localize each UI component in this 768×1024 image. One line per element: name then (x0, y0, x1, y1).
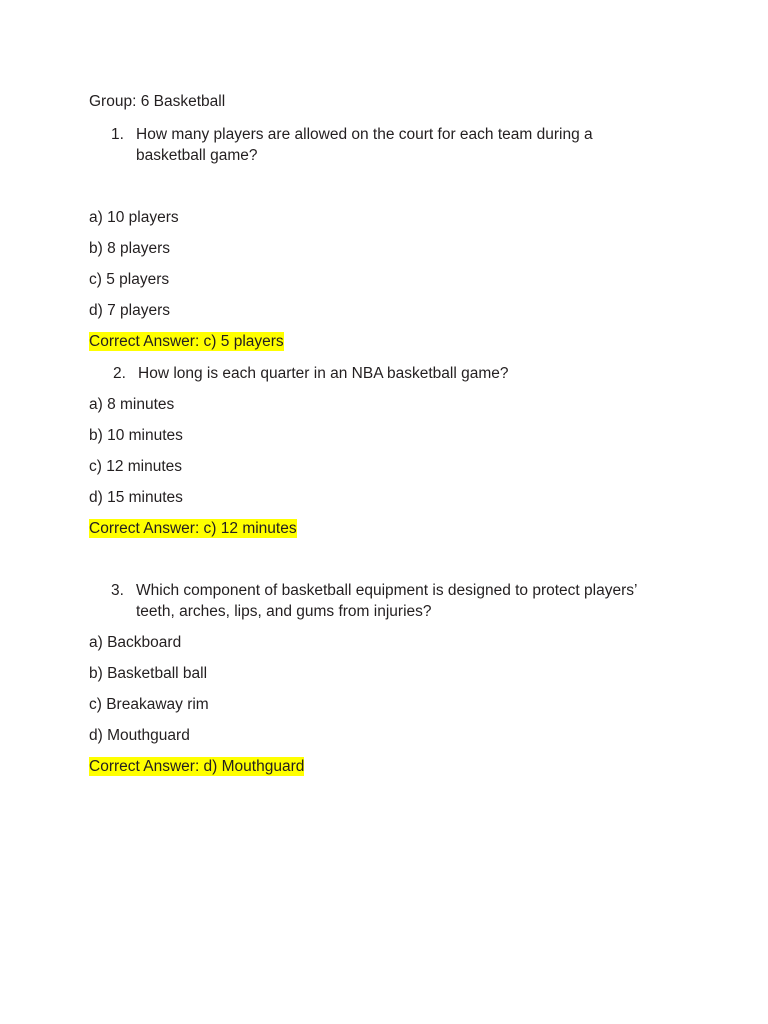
spacer (89, 415, 645, 425)
question-1-number: 1. (111, 126, 124, 143)
spacer (89, 653, 645, 663)
question-1-text: How many players are allowed on the court for each team during a basketball game? (136, 126, 593, 164)
question-3-answer-highlight: Correct Answer: d) Mouthguard (89, 758, 305, 775)
question-1-option-a: a) 10 players (89, 209, 179, 226)
spacer (89, 352, 645, 363)
question-3-option-a: a) Backboard (89, 634, 182, 651)
question-2 (89, 363, 645, 384)
spacer (89, 746, 645, 756)
question-3-option-b: b) Basketball ball (89, 665, 208, 682)
question-3 (89, 580, 645, 622)
question-1-option-b: b) 8 players (89, 240, 170, 257)
question-1-option-c: c) 5 players (89, 271, 170, 288)
group-heading: Group: 6 Basketball (89, 93, 226, 110)
question-2-correct-answer (89, 518, 645, 539)
question-1 (89, 124, 645, 166)
spacer (89, 715, 645, 725)
question-3-correct-answer (89, 756, 645, 777)
question-2-option-d: d) 15 minutes (89, 489, 183, 506)
spacer (89, 384, 645, 394)
spacer (89, 477, 645, 487)
question-1-answer-highlight: Correct Answer: c) 5 players (89, 333, 284, 350)
question-1-correct-answer (89, 331, 645, 352)
spacer (89, 228, 645, 238)
spacer (89, 166, 645, 207)
question-2-answer-highlight: Correct Answer: c) 12 minutes (89, 520, 297, 537)
question-2-text: How long is each quarter in an NBA basketball game? (138, 365, 509, 382)
document-body (89, 92, 645, 777)
question-3-number: 3. (111, 582, 124, 599)
spacer (89, 446, 645, 456)
spacer (89, 622, 645, 632)
question-2-option-c: c) 12 minutes (89, 458, 183, 475)
question-2-option-b: b) 10 minutes (89, 427, 183, 444)
spacer (89, 539, 645, 580)
question-3-option-c: c) Breakaway rim (89, 696, 209, 713)
spacer (89, 321, 645, 331)
question-2-number: 2. (113, 365, 126, 382)
spacer (89, 684, 645, 694)
spacer (89, 508, 645, 518)
question-2-option-a: a) 8 minutes (89, 396, 175, 413)
spacer (89, 290, 645, 300)
question-3-option-d: d) Mouthguard (89, 727, 190, 744)
question-3-text: Which component of basketball equipment is designed to protect players’ teeth, arches, lips, and gums from injuries? (136, 582, 637, 620)
spacer (89, 259, 645, 269)
question-1-option-d: d) 7 players (89, 302, 170, 319)
